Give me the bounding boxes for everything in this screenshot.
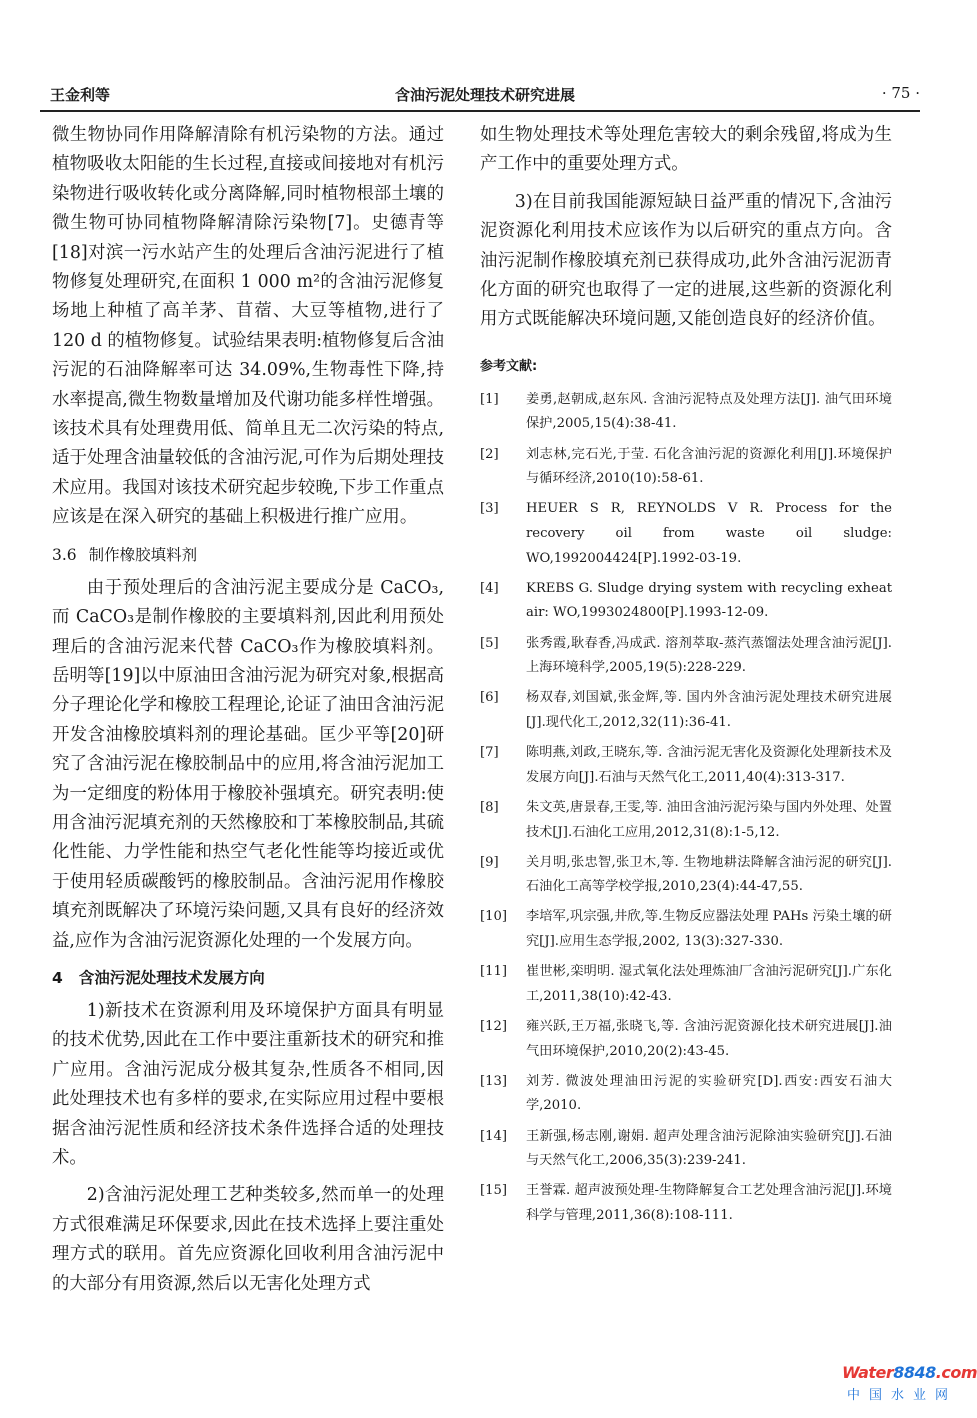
reference-item bbox=[480, 1015, 892, 1064]
site-watermark bbox=[842, 1363, 977, 1413]
section-number: 4 bbox=[52, 968, 63, 987]
watermark-logo bbox=[842, 1363, 977, 1382]
reference-number: [7] bbox=[480, 745, 499, 761]
reference-number: [1] bbox=[480, 391, 499, 407]
reference-list bbox=[480, 388, 892, 1229]
section-heading-4 bbox=[52, 964, 444, 993]
reference-number: [10] bbox=[480, 909, 508, 925]
reference-item bbox=[480, 497, 892, 571]
reference-number: [2] bbox=[480, 446, 499, 462]
reference-item bbox=[480, 443, 892, 492]
reference-number: [11] bbox=[480, 964, 508, 980]
reference-text: 关月明,张忠智,张卫木,等. 生物地耕法降解含油污泥的研究[J].石油化工高等学校学报,2010,23(4):44-47,55. bbox=[526, 854, 892, 895]
reference-item bbox=[480, 960, 892, 1009]
reference-text: 雍兴跃,王万福,张晓飞,等. 含油污泥资源化技术研究进展[J].油气田环境保护,2010,20(2):43-45. bbox=[526, 1019, 892, 1059]
reference-item bbox=[480, 1070, 892, 1119]
reference-text: HEUER S R, REYNOLDS V R. Process for the recovery oil from waste oil sludge: WO,1992004424[P].1992-03-19. bbox=[526, 501, 892, 566]
reference-text: 李培军,巩宗强,井欣,等.生物反应器法处理 PAHs 污染土壤的研究[J].应用生态学报,2002, 13(3):327-330. bbox=[526, 909, 892, 950]
reference-number: [3] bbox=[480, 501, 499, 517]
reference-item bbox=[480, 388, 892, 437]
reference-text: 张秀霞,耿春香,冯成武. 溶剂萃取-蒸汽蒸馏法处理含油污泥[J].上海环境科学,2005,19(5):228-229. bbox=[526, 635, 892, 676]
reference-number: [15] bbox=[480, 1183, 508, 1199]
paragraph-direction-3: 3)在目前我国能源短缺日益严重的情况下,含油污泥资源化利用技术应该作为以后研究的重点方向。含油污泥制作橡胶填充剂已获得成功,此外含油污泥沥青化方面的研究也取得了一定的进展,这些新的资源化利用方式既能解决环境问题,又能创造良好的经济价值。 bbox=[480, 191, 892, 330]
header-author: 王金利等 bbox=[50, 86, 111, 104]
reference-item bbox=[480, 1179, 892, 1228]
paragraph-direction-2: 2)含油污泥处理工艺种类较多,然而单一的处理方式很难满足环保要求,因此在技术选择上要注重处理方式的联用。首先应资源化回收利用含油污泥中的大部分有用资源,然后以无害化处理方式 bbox=[52, 1185, 444, 1294]
reference-text: 刘芳. 微波处理油田污泥的实验研究[D].西安:西安石油大学,2010. bbox=[526, 1073, 892, 1114]
reference-item bbox=[480, 905, 892, 954]
reference-item bbox=[480, 796, 892, 845]
section-heading-3-6 bbox=[52, 541, 444, 570]
paragraph-rubber-filler: 由于预处理后的含油污泥主要成分是 CaCO₃,而 CaCO₃是制作橡胶的主要填料剂,因此利用预处理后的含油污泥来代替 CaCO₃作为橡胶填料剂。岳明等[19]以中原油田含油污泥为研究对象,根据高分子理论化学和橡胶工程理论,论证了油田含油污泥开发含油橡胶填料剂的理论基础。匡少平等[20]研究了含油污泥在橡胶制品中的应用,将含油污泥加工为一定细度的粉体用于橡胶补强填充。研究表明:使用含油污泥填充剂的天然橡胶和丁苯橡胶制品,其硫化性能、力学性能和热空气老化性能等均接近或优于使用轻质碳酸钙的橡胶制品。含油污泥用作橡胶填充剂既解决了环境污染问题,又具有良好的经济效益,应作为含油污泥资源化处理的一个发展方向。 bbox=[52, 577, 444, 951]
section-title: 含油污泥处理技术发展方向 bbox=[78, 968, 265, 987]
reference-text: 王誉霖. 超声波预处理-生物降解复合工艺处理含油污泥[J].环境科学与管理,2011,36(8):108-111. bbox=[526, 1183, 892, 1223]
reference-item bbox=[480, 577, 892, 626]
reference-number: [5] bbox=[480, 635, 499, 651]
reference-text: 崔世彬,栾明明. 湿式氧化法处理炼油厂含油污泥研究[J].广东化工,2011,38(10):42-43. bbox=[526, 964, 892, 1004]
paragraph-direction-2-cont: 如生物处理技术等处理危害较大的剩余残留,将成为生产工作中的重要处理方式。 bbox=[480, 125, 892, 175]
reference-number: [4] bbox=[480, 580, 499, 596]
reference-text: 姜勇,赵朝成,赵东风. 含油污泥特点及处理方法[J]. 油气田环境保护,2005,15(4):38-41. bbox=[526, 391, 892, 432]
reference-number: [12] bbox=[480, 1019, 508, 1035]
section-title: 制作橡胶填料剂 bbox=[88, 545, 198, 564]
reference-number: [6] bbox=[480, 690, 499, 706]
reference-item bbox=[480, 1125, 892, 1174]
logo-water: Water bbox=[842, 1363, 894, 1382]
reference-text: 陈明燕,刘政,王晓东,等. 含油污泥无害化及资源化处理新技术及发展方向[J].石油与天然气化工,2011,40(4):313-317. bbox=[526, 745, 892, 785]
left-column bbox=[52, 121, 444, 1307]
reference-number: [9] bbox=[480, 854, 499, 870]
paragraph-direction-1: 1)新技术在资源利用及环境保护方面具有明显的技术优势,因此在工作中要注重新技术的研究和推广应用。含油污泥成分极其复杂,性质各不相同,因此处理技术也有多样的要求,在实际应用过程中要根据含油污泥性质和经济技术条件选择合适的处理技术。 bbox=[52, 1000, 444, 1168]
paragraph-phytoremediation: 微生物协同作用降解清除有机污染物的方法。通过植物吸收太阳能的生长过程,直接或间接地对有机污染物进行吸收转化或分离降解,同时植物根部土壤的微生物可协同植物降解清除污染物[7]。史德青等[18]对滨一污水站产生的处理后含油污泥进行了植物修复处理研究,在面积 1 000 m²的含油污泥修复场地上种植了高羊茅、苜蓿、大豆等植物,进行了 120 d 的植物修复。试验结果表明:植物修复后含油污泥的石油降解率可达 34.09%,生物毒性下降,持水率提高,微生物数量增加及代谢功能多样性增强。该技术具有处理费用低、简单且无二次污染的特点,适于处理含油量较低的含油污泥,可作为后期处理技术应用。我国对该技术研究起步较晚,下步工作重点应该是在深入研究的基础上积极进行推广应用。 bbox=[52, 125, 444, 528]
reference-number: [8] bbox=[480, 799, 499, 815]
reference-text: 杨双春,刘国斌,张金辉,等. 国内外含油污泥处理技术研究进展[J].现代化工,2012,32(11):36-41. bbox=[526, 690, 892, 730]
header-rule bbox=[40, 110, 920, 112]
right-column bbox=[480, 121, 892, 1234]
reference-text: 刘志林,完石光,于莹. 石化含油污泥的资源化利用[J].环境保护与循环经济,2010(10):58-61. bbox=[526, 446, 892, 487]
logo-digits: 8848 bbox=[893, 1363, 936, 1382]
reference-item bbox=[480, 632, 892, 681]
references-heading: 参考文献: bbox=[480, 358, 538, 374]
reference-number: [13] bbox=[480, 1073, 508, 1089]
reference-text: 朱文英,唐景春,王雯,等. 油田含油污泥污染与国内外处理、处置技术[J].石油化工应用,2012,31(8):1-5,12. bbox=[526, 799, 892, 840]
reference-item bbox=[480, 741, 892, 790]
logo-com: .com bbox=[935, 1363, 977, 1382]
watermark-subtitle: 中国水业网 bbox=[846, 1388, 957, 1403]
header-title: 含油污泥处理技术研究进展 bbox=[394, 86, 575, 104]
reference-text: KREBS G. Sludge drying system with recycling exheat air: WO,1993024800[P].1993-12-09. bbox=[526, 580, 892, 621]
reference-item bbox=[480, 686, 892, 735]
reference-number: [14] bbox=[480, 1128, 508, 1144]
page-number: · 75 · bbox=[881, 84, 920, 102]
section-number: 3.6 bbox=[52, 545, 77, 564]
reference-item bbox=[480, 851, 892, 900]
running-header bbox=[50, 80, 920, 110]
reference-text: 王新强,杨志刚,谢娟. 超声处理含油污泥除油实验研究[J].石油与天然气化工,2006,35(3):239-241. bbox=[526, 1128, 892, 1169]
